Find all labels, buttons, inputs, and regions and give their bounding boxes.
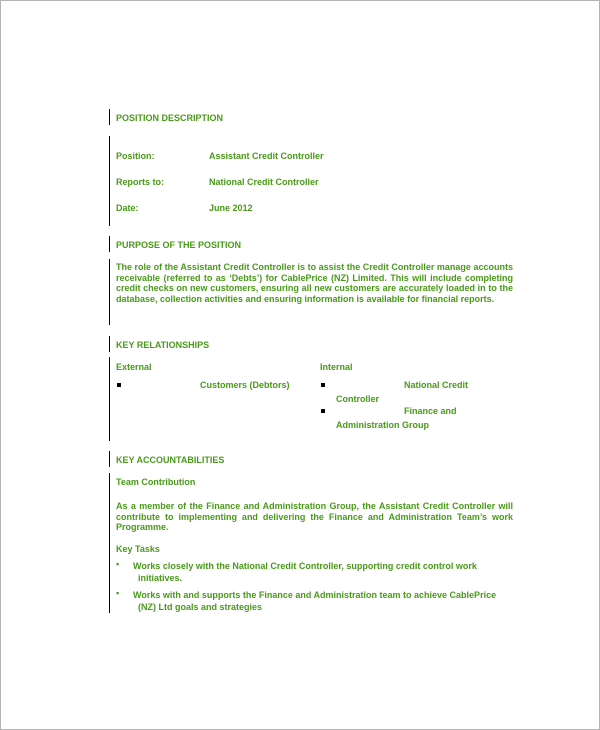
date-label: Date: [116,203,139,213]
purpose-paragraph: The role of the Assistant Credit Controller is to assist the Credit Controller manage accounts receivable (referred to as ‘Debts’) for CablePrice (NZ) Limited. This will include completing credit checks on new customers, ensuring all new customers are accurately loaded in to the database, collection activities and ensuring information is available for financial reports. [116,262,513,304]
heading-key-relationships: KEY RELATIONSHIPS [116,340,210,350]
internal-item-1-line1: National Credit [404,380,469,390]
position-label: Position: [116,151,155,161]
section-bar [109,336,110,352]
details-bar [109,136,110,226]
section-bar [109,109,110,125]
task-1-line2: initiatives. [138,573,183,583]
section-bar [109,451,110,467]
internal-label: Internal [320,362,353,372]
purpose-bar [109,259,110,325]
section-bar [109,236,110,252]
team-contribution-label: Team Contribution [116,477,196,487]
checkmark-icon: ▪ [116,588,120,598]
bullet-icon [321,409,325,413]
internal-item-1-line2: Controller [336,394,380,404]
heading-key-accountabilities: KEY ACCOUNTABILITIES [116,455,225,465]
heading-position-description: POSITION DESCRIPTION [116,113,224,123]
task-2-line2: (NZ) Ltd goals and strategies [138,602,263,612]
external-item: Customers (Debtors) [200,380,290,390]
bullet-icon [117,383,121,387]
reports-label: Reports to: [116,177,164,187]
accountabilities-bar [109,473,110,613]
task-1-line1: Works closely with the National Credit Controller, supporting credit control work [133,561,477,571]
task-2-line1: Works with and supports the Finance and Administration team to achieve CablePrice [133,590,497,600]
date-value: June 2012 [209,203,253,213]
reports-value: National Credit Controller [209,177,319,187]
bullet-icon [321,383,325,387]
internal-item-2-line1: Finance and [404,406,457,416]
external-label: External [116,362,152,372]
team-contribution-paragraph: As a member of the Finance and Administration Group, the Assistant Credit Controller will contribute to implementing and delivering the Finance and Administration Team’s work Programme. [116,501,513,532]
heading-purpose: PURPOSE OF THE POSITION [116,240,242,250]
internal-item-2-line2: Administration Group [336,420,429,430]
relationships-bar [109,357,110,441]
checkmark-icon: ▪ [116,559,120,569]
key-tasks-label: Key Tasks [116,544,160,554]
position-value: Assistant Credit Controller [209,151,324,161]
